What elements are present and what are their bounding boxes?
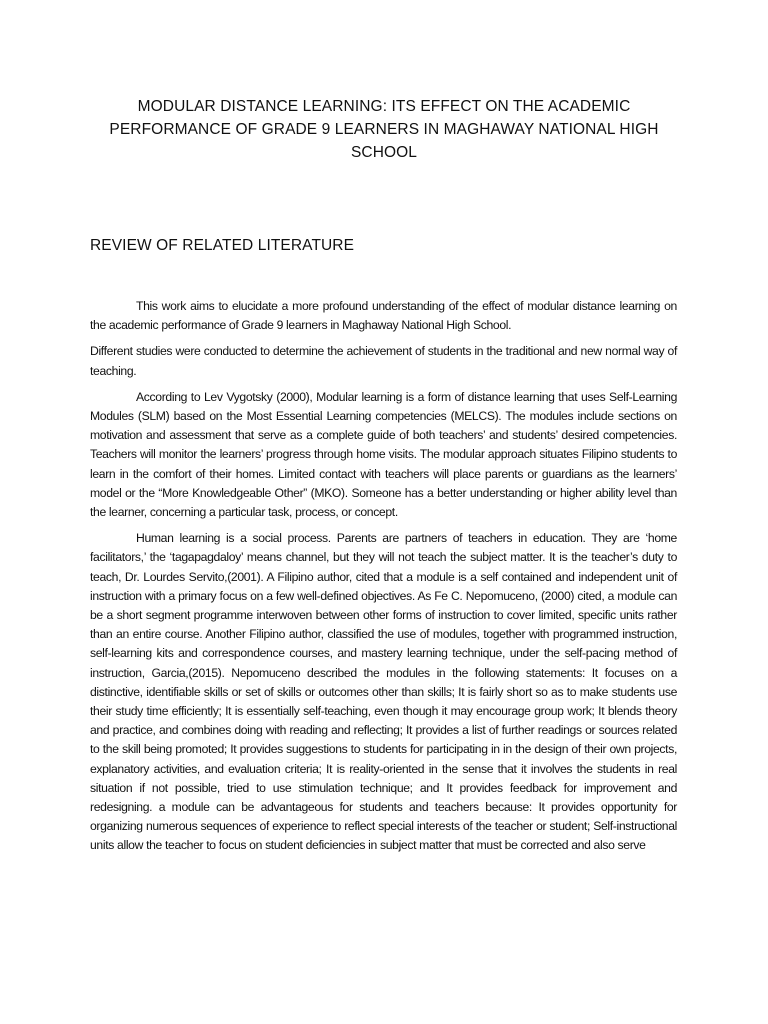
paragraph-intro: This work aims to elucidate a more profound understanding of the effect of modular distance learning on the academic performance of Grade 9 learners in Maghaway National High School. bbox=[90, 299, 677, 333]
section-heading: REVIEW OF RELATED LITERATURE bbox=[90, 237, 355, 254]
document-body bbox=[90, 297, 677, 863]
paragraph-vygotsky: According to Lev Vygotsky (2000), Modular learning is a form of distance learning that uses Self-Learning Modules (SLM) based on the Most Essential Learning competencies (MELCS). The modules include sections on motivation and assessment that serve as a complete guide of both teachers’ and students’ desired competencies. Teachers will monitor the learners’ progress through home visits. The modular approach situates Filipino students to learn in the comfort of their homes. Limited contact with teachers will place parents or guardians as the learners’ model or the “More Knowledgeable Other” (MKO). Someone has a better understanding or higher ability level than the learner, concerning a particular task, process, or concept. bbox=[90, 389, 677, 520]
document-title: MODULAR DISTANCE LEARNING: ITS EFFECT ON THE ACADEMIC PERFORMANCE OF GRADE 9 LEARNERS IN MAGHAWAY NATIONAL HIGH SCHOOL bbox=[109, 98, 659, 161]
paragraph-human-learning: Human learning is a social process. Parents are partners of teachers in education. They are ‘home facilitators,’ the ‘tagapagdaloy’ means channel, but they will not teach the subject matter. It is the teacher’s duty to teach, Dr. Lourdes Servito,(2001). A Filipino author, cited that a module is a self contained and independent unit of instruction with a primary focus on a few well-defined objectives. As Fe C. Nepomuceno, (2000) cited, a module can be a short segment programme interwoven between other forms of instruction to cover limited, specific units rather than an entire course. Another Filipino author, classified the use of modules, together with programmed instruction, self-learning kits and correspondence courses, and mastery learning technique, under the self-pacing method of instruction, Garcia,(2015). Nepomuceno described the modules in the following statements: It focuses on a distinctive, identifiable skills or set of skills or outcomes other than skills; It is fairly short so as to make students use their study time efficiently; It is essentially self-teaching, even though it may encourage group work; It blends theory and practice, and combines doing with reading and reflecting; It provides a list of further readings or sources related to the skill being promoted; It provides suggestions to students for participating in in the design of their own projects, explanatory activities, and evaluation criteria; It is reality-oriented in the sense that it involves the students in real situation if not possible, tried to use stimulation technique; and It provides feedback for improvement and redesigning. a module can be advantageous for students and teachers because: It provides opportunity for organizing numerous sequences of experience to reflect special interests of the teacher or student; Self-instructional units allow the teacher to focus on student deficiencies in subject matter that must be corrected and also serve bbox=[90, 531, 677, 853]
paragraph-studies: Different studies were conducted to determine the achievement of students in the traditional and new normal way of teaching. bbox=[90, 344, 677, 378]
